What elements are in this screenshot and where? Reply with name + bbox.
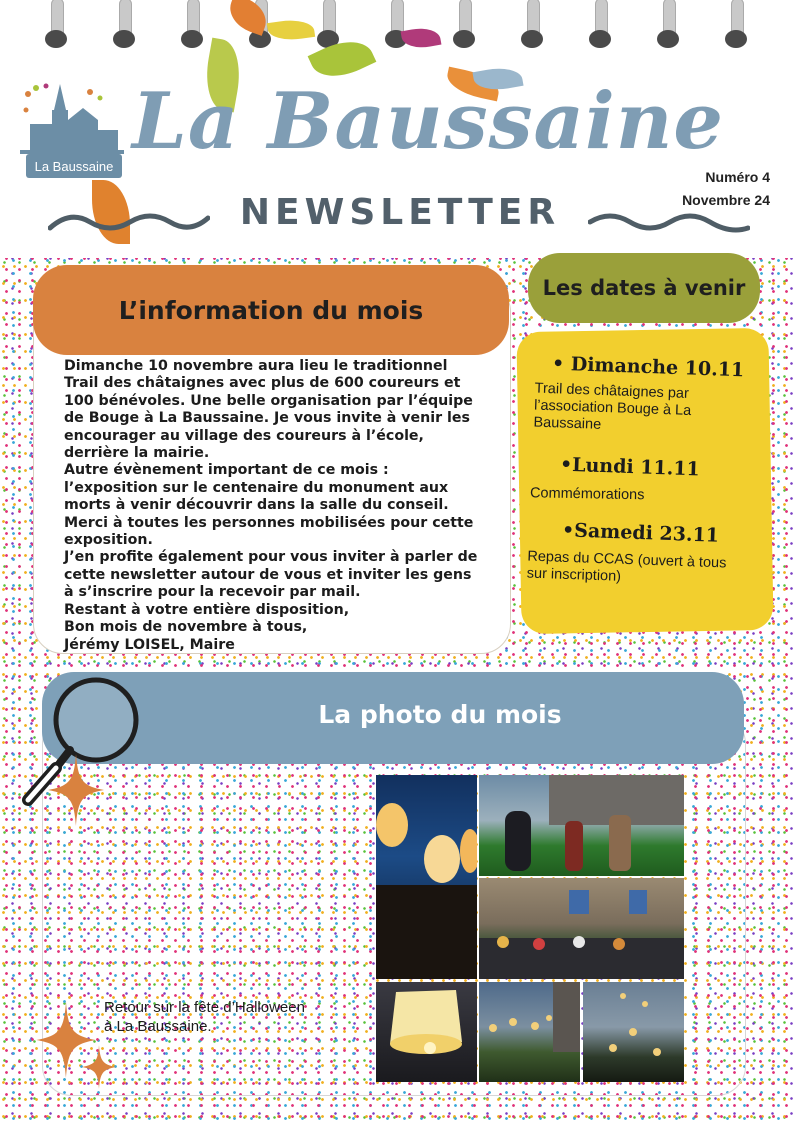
date-item-title: • Dimanche 10.11 (551, 352, 745, 382)
photo-lanterns-3 (583, 982, 684, 1082)
photo-garden-costumes (479, 775, 684, 876)
date-item-title: •Lundi 11.11 (559, 453, 701, 481)
issue-date: Novembre 24 (682, 192, 770, 208)
binding-ring (518, 0, 546, 50)
sparkle-icon (48, 754, 104, 826)
logo-label: La Baussaine (26, 154, 122, 178)
church-icon (20, 80, 124, 154)
photo-crowd (479, 878, 684, 979)
date-3-title: Samedi 23.11 (573, 519, 720, 547)
photo-lanterns-2 (479, 982, 580, 1082)
dates-heading: Les dates à venir (528, 253, 760, 323)
binding-ring (654, 0, 682, 50)
photo-heading: La photo du mois (318, 700, 562, 729)
photo-lanterns-1 (376, 775, 477, 979)
issue-number: Numéro 4 (705, 169, 770, 185)
binding-ring (450, 0, 478, 50)
photo-lantern-closeup (376, 982, 477, 1082)
village-logo (20, 80, 124, 184)
info-heading: L’information du mois (33, 265, 509, 355)
date-1-desc: Trail des châtaignes par l’association Bouge à La Baussaine (533, 380, 692, 433)
wave-decoration-right (588, 206, 750, 236)
photo-caption: Retour sur la fête d’Halloween à La Baussaine. (104, 999, 305, 1035)
binding-ring (110, 0, 138, 50)
binding-ring (42, 0, 70, 50)
date-2-desc: Commémorations (529, 485, 645, 504)
date-item-title: •Samedi 23.11 (561, 519, 720, 547)
binding-ring (586, 0, 614, 50)
sparkle-icon (82, 1044, 116, 1090)
date-2-title: Lundi 11.11 (571, 453, 701, 481)
date-1-title: Dimanche 10.11 (570, 353, 745, 382)
spiral-binding (0, 0, 794, 60)
newsletter-label: NEWSLETTER (239, 192, 561, 233)
newsletter-title: La Baussaine (132, 76, 725, 167)
wave-decoration-left (48, 206, 210, 236)
binding-ring (178, 0, 206, 50)
binding-ring (722, 0, 750, 50)
info-body: Dimanche 10 novembre aura lieu le traditionnel Trail des châtaignes avec plus de 600 coureurs et 100 bénévoles. Une belle organisation par l’équipe de Bouge à La Baussaine. Je vous invite à venir les encourager au village des coureurs à l’école, derrière la mairie. Autre évènement important de ce mois : l’exposition sur le centenaire du monument aux morts à venir découvrir dans la salle du conseil. Merci à toutes les personnes mobilisées pour cette exposition. J’en profite également pour vous inviter à parler de cette newsletter autour de vous et inviter les gens à s’inscrire pour la recevoir par mail. Restant à votre entière disposition, Bon mois de novembre à tous, Jérémy LOISEL, Maire (64, 358, 478, 653)
date-3-desc: Repas du CCAS (ouvert à tous sur inscription) (526, 548, 727, 585)
